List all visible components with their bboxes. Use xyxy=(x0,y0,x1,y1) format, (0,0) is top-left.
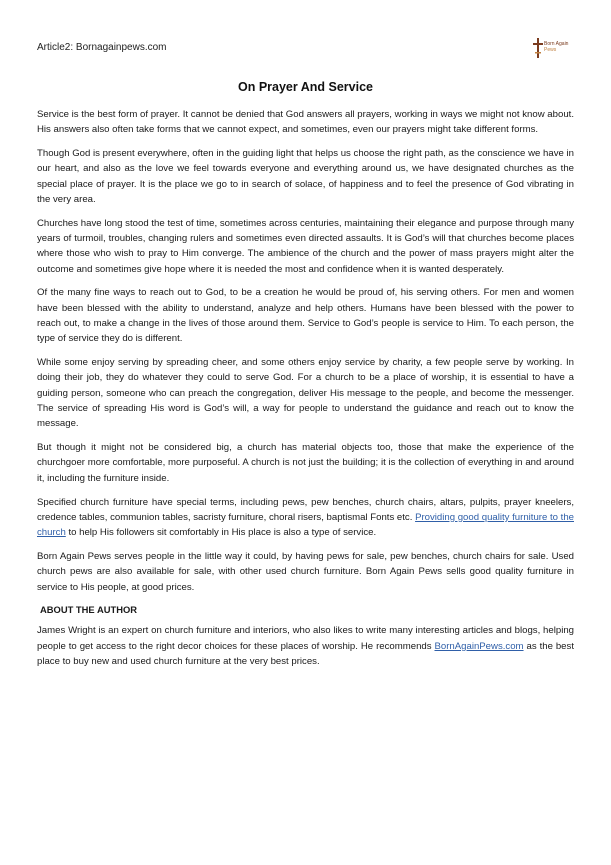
author-text-after: as the best place to buy new and used church furniture at the very best prices. xyxy=(37,640,574,667)
paragraph-1: Service is the best form of prayer. It cannot be denied that God answers all prayers, working in ways we might not know about. His answers also often take forms that we cannot expect, and sometimes, even our prayers might take different forms. xyxy=(37,109,574,136)
article-title: On Prayer And Service xyxy=(237,80,374,94)
author-paragraph xyxy=(37,623,574,669)
paragraph-7 xyxy=(37,495,574,541)
paragraph-2: Though God is present everywhere, often in the guiding light that helps us choose the right path, as the conscience we have in our heart, and also as the love we feel towards everyone and everything around us, we have designated churches as the special place of prayer. It is the place we go to in search of solace, of happiness and to feel the presence of God vibrating in the very area. xyxy=(37,148,574,205)
author-text-before: James Wright is an expert on church furniture and interiors, who also likes to write many interesting articles and blogs, helping people to get access to the right decor choices for these places of worship. He recommends xyxy=(37,625,574,652)
author-heading: ABOUT THE AUTHOR xyxy=(40,604,138,616)
paragraph-8: Born Again Pews serves people in the little way it could, by having pews for sale, pew benches, church chairs for sale. Used church pews are also available for sale, with other used church furniture. Born Again Pews sells good quality furniture in service to His people, at good prices. xyxy=(37,550,574,593)
article-label: Article2: Bornagainpews.com xyxy=(37,42,167,53)
paragraph-7-tail: to help His followers sit comfortably in His place is also a type of service. xyxy=(65,527,377,539)
furniture-link[interactable]: Providing good quality furniture to the church xyxy=(37,511,574,539)
paragraph-5: While some enjoy serving by spreading cheer, and some others enjoy service by charity, a few people serve by working. In doing their job, they do whatever they could to serve God. For a church to be a place of worship, it is essential to have a guiding person, someone who can preach the congregation, deliver His message to the people, and become the messenger. The service of spreading His word is God’s will, a way for people to understand the guidance and reach out to know the message. xyxy=(37,357,574,430)
paragraph-7-text: Specified church furniture have special terms, including pews, pew benches, church chairs, altars, pulpits, prayer kneelers, credence tables, communion tables, sacristy furniture, choral risers, baptismal Fonts etc. xyxy=(37,496,574,523)
paragraph-3: Churches have long stood the test of time, sometimes across centuries, maintaining their elegance and purpose through many years of turmoil, troubles, changing rulers and sometimes even directed assaults. It is God’s will that churches become places where those who wish to pray to Him converge. The ambience of the church and the power of mass prayers might alter the outcome and sometimes give hope where it is needed the most and confidence when it is wanted desperately. xyxy=(37,217,574,275)
logo-text xyxy=(544,42,568,53)
born-again-pews-logo xyxy=(532,37,569,67)
article-body xyxy=(37,107,574,678)
logo-text-line1: Born Again xyxy=(544,41,569,47)
logo-text-line2: Pews xyxy=(544,46,557,53)
paragraph-6: But though it might not be considered big, a church has material objects too, those that make the experience of the churchgoer more comfortable, more purposeful. A church is not just the building; it is the collection of everything in and around it, including the furniture inside. xyxy=(37,442,574,484)
cross-icon xyxy=(532,37,544,59)
paragraph-4: Of the many fine ways to reach out to God, to be a creation he would be proud of, his serving others. For men and women have been blessed with the ability to understand, analyze and help others. Humans have been blessed with the power to reach out, to make a change in the lives of those around them. Service to God’s people is service to Him. To each person, the type of service they do is different. xyxy=(37,287,574,345)
bornagainpews-link[interactable]: BornAgainPews.com xyxy=(434,640,524,652)
